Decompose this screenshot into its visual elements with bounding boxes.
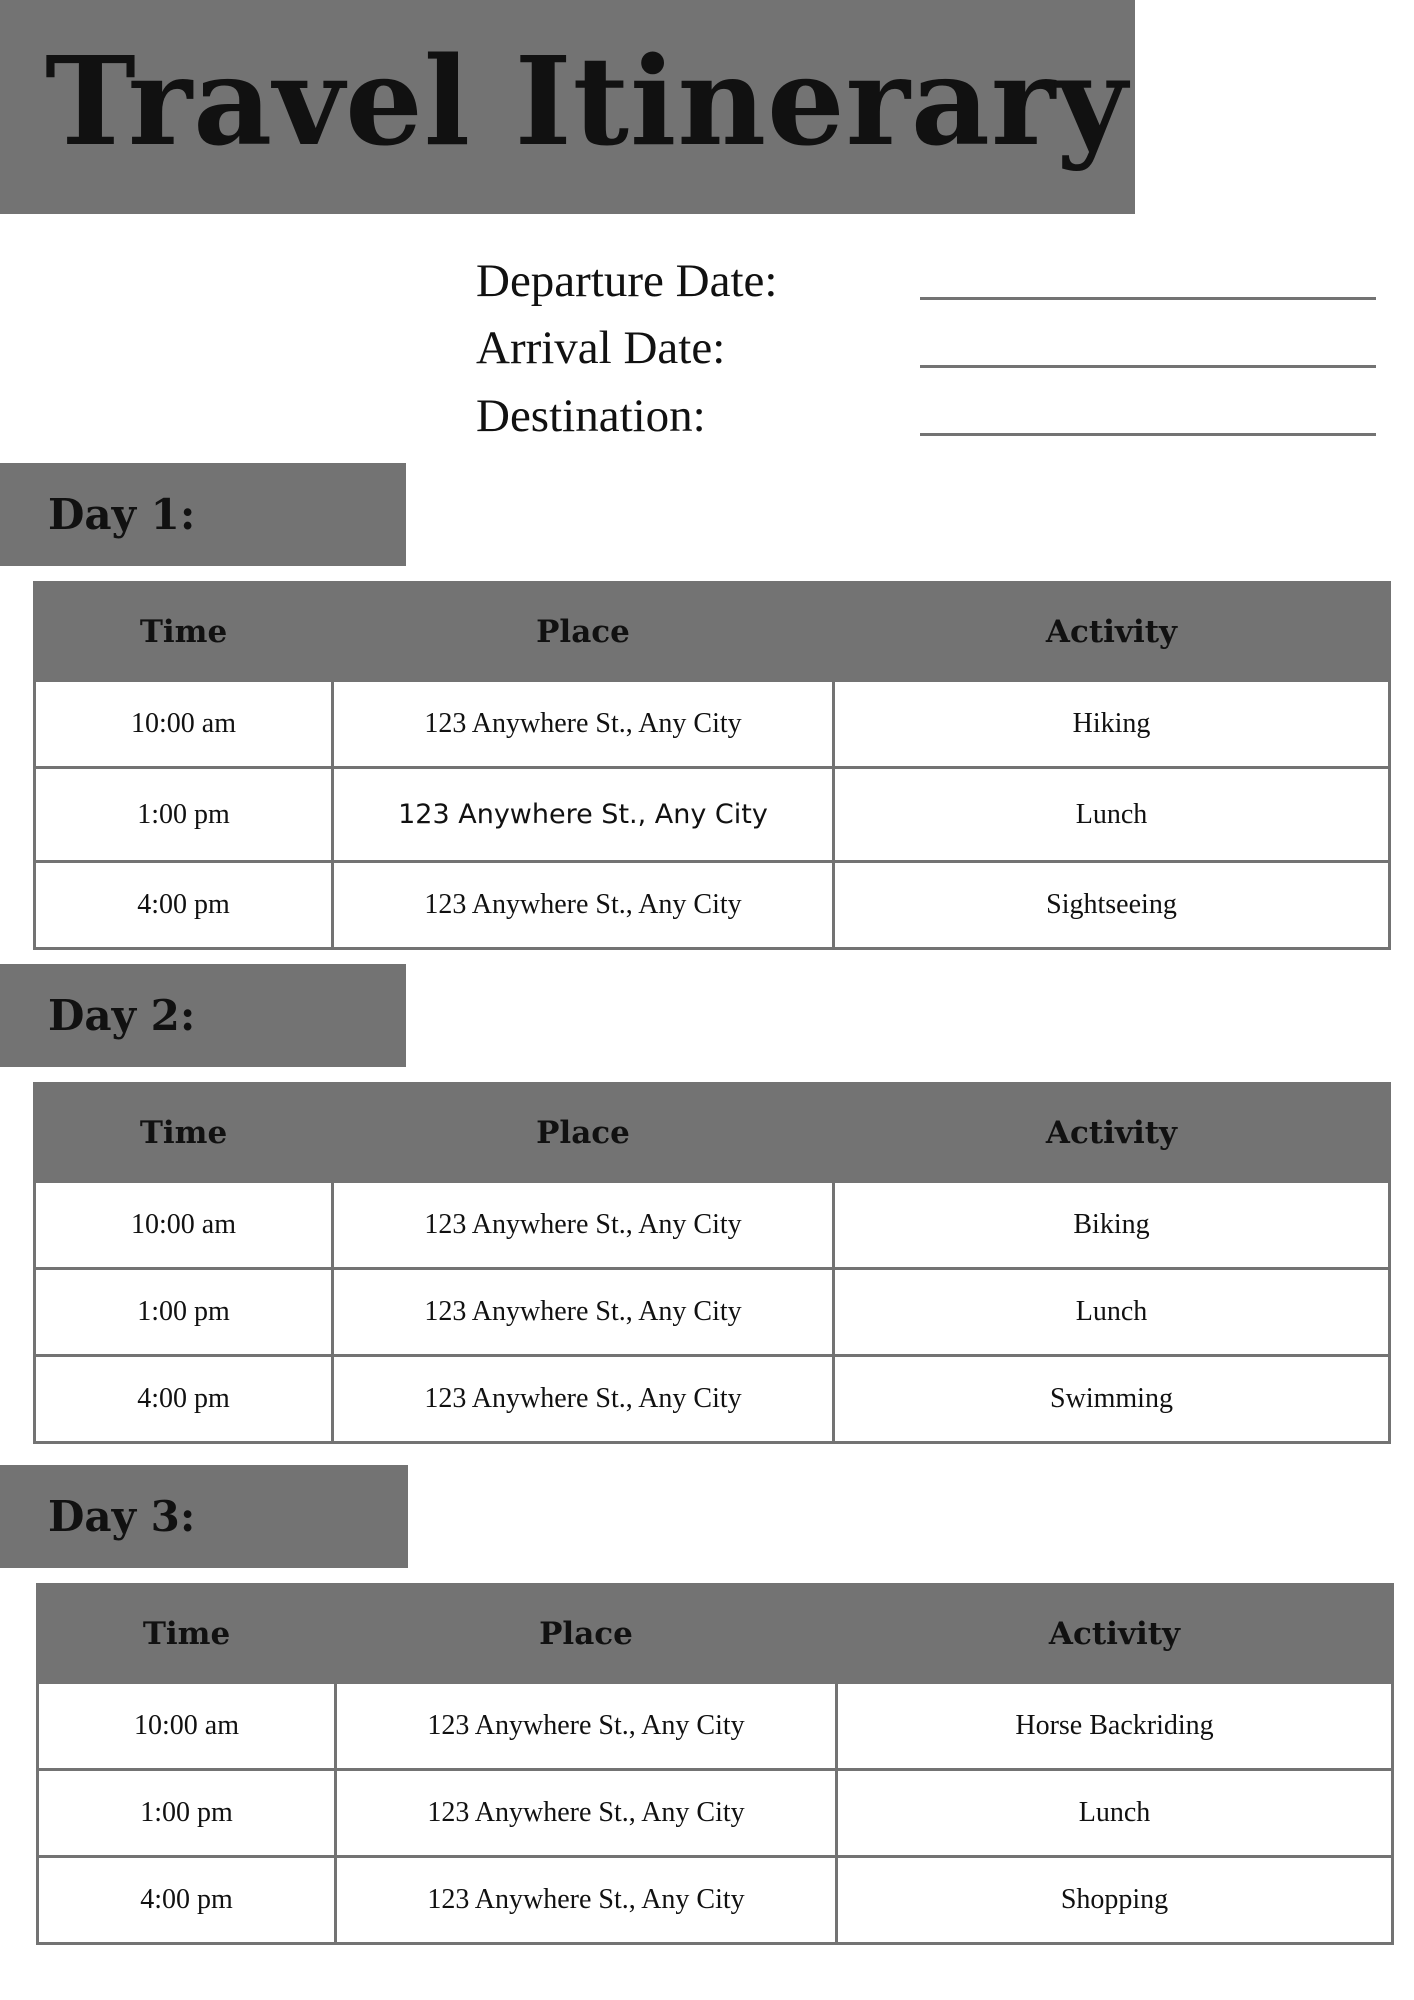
table-row <box>38 1683 1393 1770</box>
column-header-activity: Activity <box>837 1585 1393 1683</box>
activity-cell: Sightseeing <box>834 862 1390 949</box>
table-row <box>38 1770 1393 1857</box>
day-3-label: Day 3: <box>48 1492 196 1541</box>
time-cell: 4:00 pm <box>35 862 333 949</box>
time-cell: 4:00 pm <box>38 1857 336 1944</box>
table-header-row <box>35 583 1390 681</box>
column-header-place: Place <box>333 1084 834 1182</box>
time-cell: 10:00 am <box>35 1182 333 1269</box>
departure-date-label: Departure Date: <box>476 255 778 307</box>
activity-cell: Horse Backriding <box>837 1683 1393 1770</box>
table-header-row <box>35 1084 1390 1182</box>
column-header-time: Time <box>38 1585 336 1683</box>
day-2-label: Day 2: <box>48 991 196 1040</box>
activity-cell: Biking <box>834 1182 1390 1269</box>
title-banner <box>0 0 1135 214</box>
activity-cell: Lunch <box>837 1770 1393 1857</box>
column-header-activity: Activity <box>834 1084 1390 1182</box>
time-cell: 4:00 pm <box>35 1356 333 1443</box>
activity-cell: Hiking <box>834 681 1390 768</box>
page-title: Travel Itinerary <box>45 29 1129 173</box>
place-cell: 123 Anywhere St., Any City <box>333 768 834 862</box>
activity-cell: Swimming <box>834 1356 1390 1443</box>
day-3-table <box>36 1583 1394 1945</box>
column-header-activity: Activity <box>834 583 1390 681</box>
column-header-time: Time <box>35 583 333 681</box>
day-2-header <box>0 964 406 1067</box>
day-2-table <box>33 1082 1391 1444</box>
table-row <box>38 1857 1393 1944</box>
day-1-label: Day 1: <box>48 490 196 539</box>
column-header-place: Place <box>336 1585 837 1683</box>
column-header-place: Place <box>333 583 834 681</box>
day-1-table <box>33 581 1391 950</box>
table-row <box>35 1269 1390 1356</box>
place-cell: 123 Anywhere St., Any City <box>333 1356 834 1443</box>
destination-label: Destination: <box>476 390 706 442</box>
table-row <box>35 1182 1390 1269</box>
column-header-time: Time <box>35 1084 333 1182</box>
time-cell: 1:00 pm <box>35 768 333 862</box>
table-row <box>35 1356 1390 1443</box>
table-row <box>35 862 1390 949</box>
activity-cell: Lunch <box>834 1269 1390 1356</box>
place-cell: 123 Anywhere St., Any City <box>333 1269 834 1356</box>
place-cell: 123 Anywhere St., Any City <box>333 681 834 768</box>
place-cell: 123 Anywhere St., Any City <box>336 1770 837 1857</box>
time-cell: 1:00 pm <box>35 1269 333 1356</box>
activity-cell: Shopping <box>837 1857 1393 1944</box>
table-row <box>35 681 1390 768</box>
place-cell: 123 Anywhere St., Any City <box>336 1683 837 1770</box>
place-cell: 123 Anywhere St., Any City <box>336 1857 837 1944</box>
departure-date-field[interactable] <box>920 297 1376 300</box>
place-cell: 123 Anywhere St., Any City <box>333 1182 834 1269</box>
table-header-row <box>38 1585 1393 1683</box>
day-1-header <box>0 463 406 566</box>
day-3-header <box>0 1465 408 1568</box>
table-row <box>35 768 1390 862</box>
arrival-date-field[interactable] <box>920 365 1376 368</box>
time-cell: 10:00 am <box>38 1683 336 1770</box>
place-cell: 123 Anywhere St., Any City <box>333 862 834 949</box>
time-cell: 10:00 am <box>35 681 333 768</box>
activity-cell: Lunch <box>834 768 1390 862</box>
destination-field[interactable] <box>920 433 1376 436</box>
arrival-date-label: Arrival Date: <box>476 322 726 374</box>
time-cell: 1:00 pm <box>38 1770 336 1857</box>
